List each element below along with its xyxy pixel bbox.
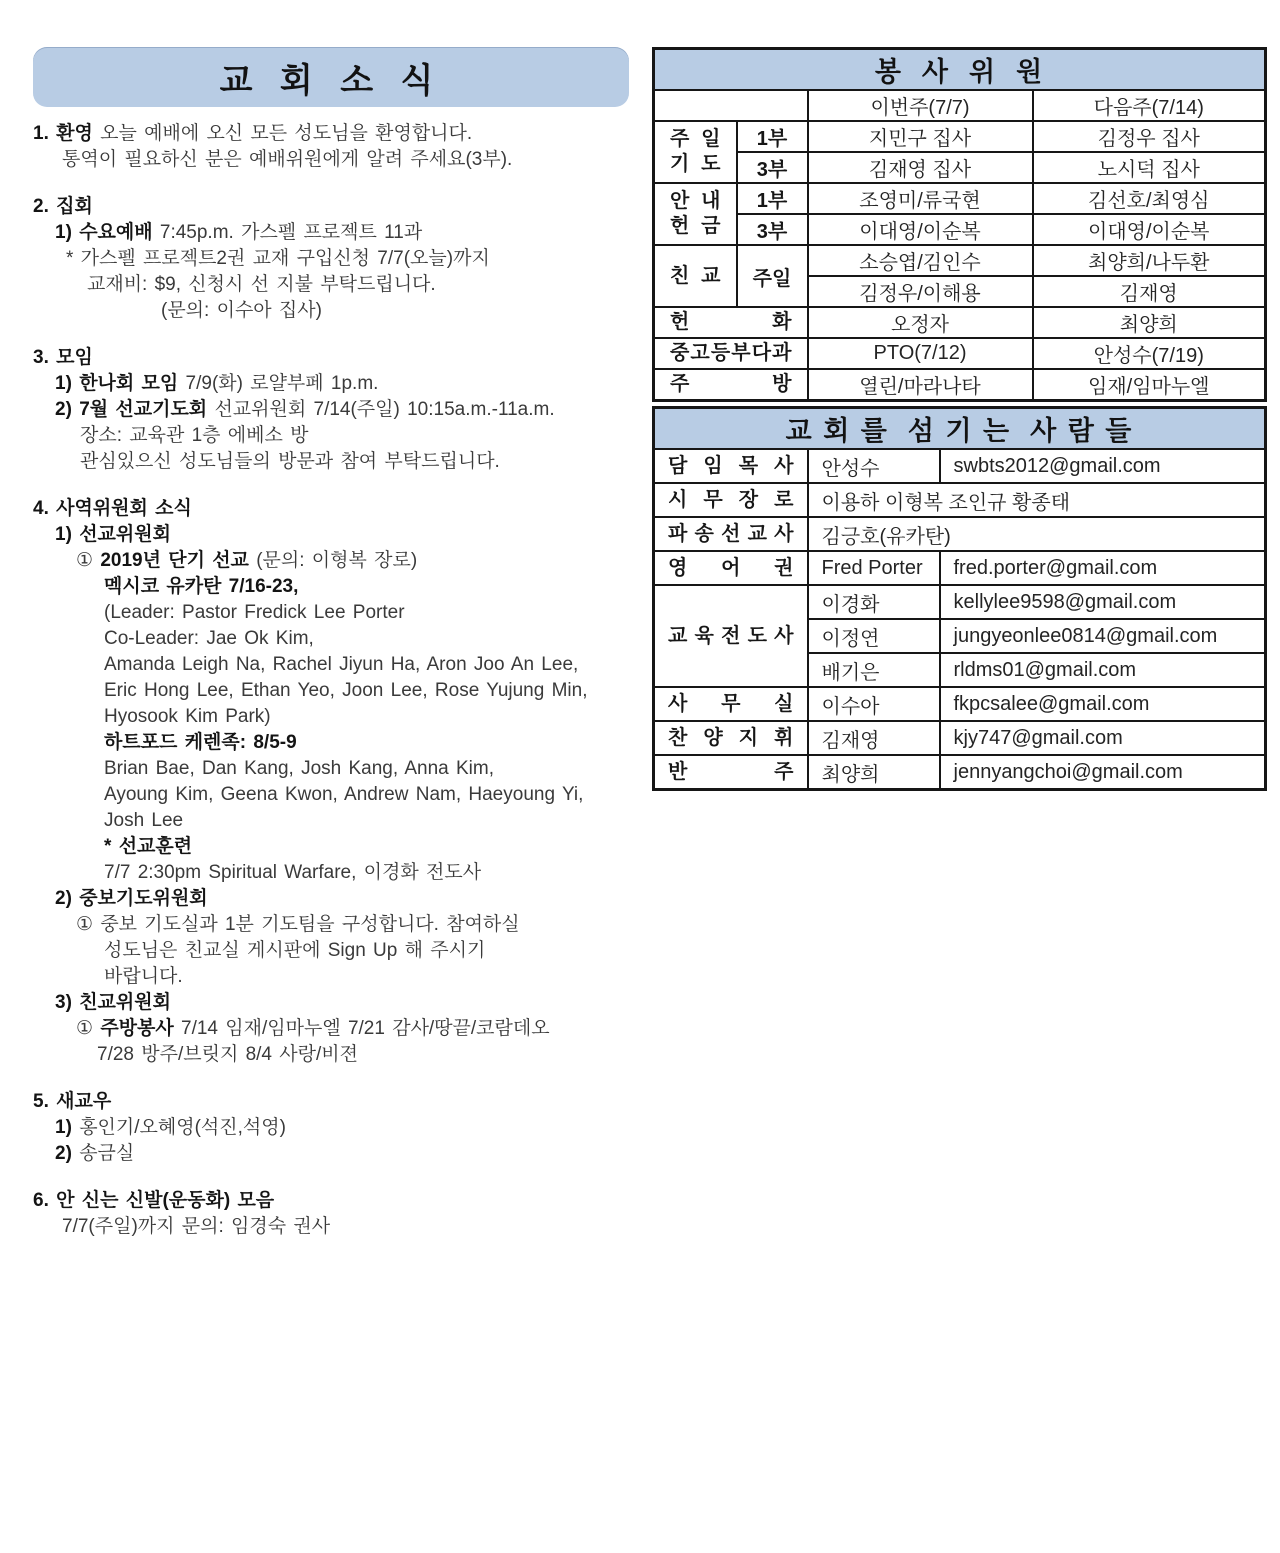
text-segment: 5. 새교우: [33, 1091, 112, 1112]
justified-label: [657, 127, 734, 152]
label-char: 전: [721, 624, 741, 647]
sub-label-cell: 1부: [737, 121, 808, 152]
table-row: [654, 585, 1266, 619]
name-cell: 이정연: [808, 619, 940, 653]
label-char: 영: [668, 556, 688, 579]
text-segment: 2. 집회: [33, 196, 93, 217]
email-cell: kellylee9598@gmail.com: [940, 585, 1266, 619]
value-cell: 김재영 집사: [808, 152, 1033, 183]
label-char: 고: [690, 342, 710, 364]
text-segment: 1.: [33, 123, 57, 144]
news-line: [33, 272, 629, 298]
text-segment: 홍인기/오혜영(석진,석영): [79, 1117, 286, 1138]
text-segment: 7/14 임재/임마누엘 7/21 감사/땅끝/코람데오: [173, 1018, 550, 1039]
value-cell: 이대영/이순복: [808, 214, 1033, 245]
label-char: 금: [701, 215, 721, 237]
justified-label: [655, 454, 807, 479]
label-char: 휘: [774, 726, 794, 749]
table-row: [654, 687, 1266, 721]
text-segment: 7월 선교기도회: [79, 399, 208, 420]
label-char: 지: [738, 726, 759, 749]
text-segment: 한나회 모임: [79, 373, 179, 394]
label-char: 도: [701, 153, 721, 175]
news-line: [33, 1214, 629, 1240]
text-segment: 7/9(화) 로얄부페 1p.m.: [178, 373, 379, 394]
text-segment: 성도님은 친교실 게시판에 Sign Up 해 주시기: [104, 940, 486, 961]
text-segment: 교재비: $9, 신청시 선 지불 부탁드립니다.: [87, 274, 436, 295]
text-segment: 1): [55, 524, 80, 545]
table-row: [654, 449, 1266, 483]
value-cell: 김정우 집사: [1033, 121, 1266, 152]
news-line: [33, 912, 629, 938]
label-char: 파: [668, 522, 688, 545]
label-char: 어: [721, 556, 741, 579]
news-line: [33, 782, 629, 808]
section-gap: [33, 1167, 629, 1188]
text-segment: 오늘 예배에 오신 모든 성도님을 환영합니다.: [92, 123, 473, 144]
church-news-column: [33, 47, 629, 1240]
servants-table-title: 교 회 를 섬 기 는 사 람 들: [654, 408, 1266, 450]
value-cell: 열린/마라나타: [808, 369, 1033, 401]
label-char: 찬: [668, 726, 688, 749]
label-char: 권: [774, 556, 794, 579]
text-segment: 환영: [56, 123, 93, 144]
news-line: [33, 449, 629, 475]
justified-label: [655, 624, 807, 649]
text-segment: 수요예배: [79, 222, 153, 243]
news-line: [33, 886, 629, 912]
value-cell: 김재영: [1033, 276, 1266, 307]
news-line: [33, 522, 629, 548]
text-segment: 선교위원회 7/14(주일) 10:15a.m.-11a.m.: [207, 399, 555, 420]
label-char: 헌: [670, 215, 690, 237]
label-char: 주: [670, 373, 690, 395]
news-line: [33, 964, 629, 990]
news-line: [33, 298, 629, 324]
news-line: [33, 1115, 629, 1141]
justified-label: [657, 189, 734, 214]
label-char: 무: [721, 692, 741, 715]
table-row: [654, 183, 1266, 214]
justified-label: [657, 310, 805, 335]
news-line: [33, 600, 629, 626]
text-segment: 4. 사역위원회 소식: [33, 498, 192, 519]
volunteer-table-title: 봉 사 위 원: [654, 49, 1266, 91]
text-segment: 2): [55, 888, 80, 909]
text-segment: 바랍니다.: [104, 966, 183, 987]
text-segment: ①: [76, 1018, 101, 1039]
sub-label-cell: 3부: [737, 214, 808, 245]
volunteer-table: [652, 47, 1267, 402]
name-cell: 안성수: [808, 449, 940, 483]
text-segment: ①: [76, 550, 101, 571]
text-segment: 통역이 필요하신 분은 예배위원에게 알려 주세요(3부).: [62, 149, 513, 170]
email-cell: kjy747@gmail.com: [940, 721, 1266, 755]
label-char: 임: [703, 454, 723, 477]
table-row: [654, 483, 1266, 517]
email-cell: fkpcsalee@gmail.com: [940, 687, 1266, 721]
text-segment: Eric Hong Lee, Ethan Yeo, Joon Lee, Rose Yujung Min,: [104, 680, 588, 701]
text-segment: Ayoung Kim, Geena Kwon, Andrew Nam, Haeyoung Yi,: [104, 784, 584, 805]
name-cell: Fred Porter: [808, 551, 940, 585]
news-line: [33, 704, 629, 730]
text-segment: Hyosook Kim Park): [104, 706, 271, 727]
value-cell: 지민구 집사: [808, 121, 1033, 152]
text-segment: 2): [55, 399, 80, 420]
text-segment: 7/28 방주/브릿지 8/4 사랑/비젼: [97, 1044, 358, 1065]
news-line: [33, 147, 629, 173]
row-label-cell: [654, 483, 808, 517]
text-segment: 주방봉사: [100, 1018, 174, 1039]
text-segment: 1): [55, 373, 80, 394]
label-char: 선: [721, 522, 741, 545]
name-cell: 이용하 이형복 조인규 황종태: [808, 483, 1266, 517]
servants-table: [652, 406, 1267, 791]
news-line: [33, 730, 629, 756]
name-cell: 이경화: [808, 585, 940, 619]
text-segment: Amanda Leigh Na, Rachel Jiyun Ha, Aron Joo An Lee,: [104, 654, 579, 675]
row-label-cell: [654, 585, 808, 687]
value-cell: 노시덕 집사: [1033, 152, 1266, 183]
label-char: 도: [747, 624, 767, 647]
text-segment: 1): [55, 222, 80, 243]
email-cell: rldms01@gmail.com: [940, 653, 1266, 687]
text-segment: * 가스펠 프로젝트2권 교재 구입신청 7/7(오늘)까지: [66, 248, 490, 269]
justified-label: [655, 692, 807, 717]
label-char: 로: [774, 488, 794, 511]
tables-column: [652, 47, 1266, 791]
label-char: 장: [738, 488, 759, 511]
table-header-row: [654, 408, 1266, 450]
label-char: 일: [701, 128, 721, 150]
text-segment: 중보 기도실과 1분 기도팀을 구성합니다. 참여하실: [100, 914, 520, 935]
text-segment: *: [104, 836, 119, 857]
text-segment: 3. 모임: [33, 347, 93, 368]
row-label-cell: [654, 449, 808, 483]
text-segment: 하트포드 케렌족: 8/5-9: [104, 732, 297, 753]
value-cell: 김정우/이해용: [808, 276, 1033, 307]
news-line: [33, 860, 629, 886]
text-segment: (문의: 이수아 집사): [161, 300, 322, 321]
value-cell: 최양희: [1033, 307, 1266, 338]
value-cell: 임재/임마누엘: [1033, 369, 1266, 401]
label-char: 기: [670, 153, 690, 175]
justified-label: [655, 726, 807, 751]
email-cell: jennyangchoi@gmail.com: [940, 755, 1266, 790]
table-header-row: [654, 49, 1266, 91]
text-segment: (Leader: Pastor Fredick Lee Porter: [104, 602, 405, 623]
table-row: [654, 551, 1266, 585]
text-segment: 2019년 단기 선교: [100, 550, 249, 571]
table-row: [654, 214, 1266, 245]
label-char: 부: [731, 342, 751, 364]
text-segment: 친교위원회: [79, 992, 171, 1013]
news-line: [33, 423, 629, 449]
label-char: 화: [772, 311, 792, 333]
news-line: [33, 548, 629, 574]
label-char: 교: [747, 522, 767, 545]
text-segment: 선교훈련: [118, 836, 193, 857]
news-line: [33, 834, 629, 860]
label-char: 교: [668, 624, 688, 647]
row-label-cell: [654, 369, 808, 401]
section-gap: [33, 173, 629, 194]
label-char: 송: [694, 522, 714, 545]
text-segment: 장소: 교육관 1층 에베소 방: [80, 425, 309, 446]
text-segment: 중보기도위원회: [79, 888, 208, 909]
news-line: [33, 194, 629, 220]
label-char: 시: [668, 488, 688, 511]
value-cell: 김선호/최영심: [1033, 183, 1266, 214]
label-char: 헌: [670, 311, 690, 333]
value-cell: PTO(7/12): [808, 338, 1033, 369]
label-char: 사: [774, 522, 794, 545]
news-line: [33, 808, 629, 834]
table-row: [654, 152, 1266, 183]
news-line: [33, 371, 629, 397]
news-line: [33, 496, 629, 522]
news-line: [33, 938, 629, 964]
church-news-header: [33, 47, 629, 107]
label-char: 다: [751, 342, 772, 364]
text-segment: 관심있으신 성도님들의 방문과 참여 부탁드립니다.: [80, 451, 500, 472]
label-char: 과: [772, 342, 792, 364]
section-gap: [33, 1068, 629, 1089]
news-line: [33, 756, 629, 782]
table-row: [654, 369, 1266, 401]
label-char: 교: [701, 264, 721, 287]
justified-label: [657, 341, 805, 366]
value-cell: 이대영/이순복: [1033, 214, 1266, 245]
email-cell: jungyeonlee0814@gmail.com: [940, 619, 1266, 653]
value-cell: 다음주(7/14): [1033, 90, 1266, 121]
justified-label: [655, 488, 807, 513]
news-line: [33, 246, 629, 272]
label-char: 사: [668, 692, 688, 715]
table-row: [654, 245, 1266, 276]
news-line: [33, 1042, 629, 1068]
news-line: [33, 626, 629, 652]
news-line: [33, 1016, 629, 1042]
label-char: 반: [668, 760, 688, 783]
news-line: [33, 1141, 629, 1167]
text-segment: 3): [55, 992, 80, 1013]
label-char: 등: [710, 342, 731, 364]
church-news-title: 교 회 소 식: [219, 61, 443, 100]
label-char: 사: [774, 624, 794, 647]
row-label-cell: [654, 121, 737, 183]
label-char: 담: [668, 454, 688, 477]
email-cell: fred.porter@gmail.com: [940, 551, 1266, 585]
row-label-cell: [654, 755, 808, 790]
text-segment: 7/7 2:30pm Spiritual Warfare, 이경화 전도사: [104, 862, 482, 883]
label-char: 무: [703, 488, 723, 511]
news-line: [33, 1089, 629, 1115]
table-row: [654, 121, 1266, 152]
table-row: [654, 517, 1266, 551]
row-label-cell: [654, 687, 808, 721]
text-segment: 멕시코 유카탄 7/16-23,: [104, 576, 299, 597]
sub-label-cell: 3부: [737, 152, 808, 183]
text-segment: ①: [76, 914, 101, 935]
value-cell: 안성수(7/19): [1033, 338, 1266, 369]
name-cell: 최양희: [808, 755, 940, 790]
value-cell: 오정자: [808, 307, 1033, 338]
label-char: 친: [670, 264, 690, 287]
table-row: [654, 90, 1266, 121]
name-cell: 이수아: [808, 687, 940, 721]
label-char: 내: [701, 190, 721, 212]
news-line: [33, 345, 629, 371]
row-label-cell: [654, 721, 808, 755]
text-segment: 1): [55, 1117, 80, 1138]
justified-label: [657, 152, 734, 177]
text-segment: 7:45p.m. 가스펠 프로젝트 11과: [152, 222, 423, 243]
row-label-cell: [654, 517, 808, 551]
text-segment: 송금실: [79, 1143, 135, 1164]
label-char: 사: [774, 454, 794, 477]
justified-label: [655, 522, 807, 547]
label-char: 실: [774, 692, 794, 715]
text-segment: Brian Bae, Dan Kang, Josh Kang, Anna Kim,: [104, 758, 495, 779]
label-char: 목: [738, 454, 759, 477]
table-row: [654, 338, 1266, 369]
table-row: [654, 307, 1266, 338]
label-char: 주: [774, 760, 794, 783]
section-gap: [33, 324, 629, 345]
justified-label: [657, 214, 734, 239]
name-cell: 김재영: [808, 721, 940, 755]
section-gap: [33, 475, 629, 496]
text-segment: Co-Leader: Jae Ok Kim,: [104, 628, 314, 649]
news-line: [33, 574, 629, 600]
text-segment: (문의: 이형복 장로): [248, 550, 418, 571]
row-label-cell: [654, 90, 808, 121]
row-label-cell: [654, 245, 737, 307]
label-char: 주: [670, 128, 690, 150]
text-segment: 6. 안 신는 신발(운동화) 모음: [33, 1190, 275, 1211]
news-line: [33, 990, 629, 1016]
text-segment: 선교위원회: [79, 524, 171, 545]
table-row: [654, 721, 1266, 755]
value-cell: 이번주(7/7): [808, 90, 1033, 121]
label-char: 양: [703, 726, 723, 749]
justified-label: [657, 372, 805, 397]
value-cell: 조영미/류국현: [808, 183, 1033, 214]
church-news-body: [33, 121, 629, 1240]
label-char: 육: [694, 624, 714, 647]
news-line: [33, 121, 629, 147]
label-char: 안: [670, 190, 690, 212]
sub-label-cell: 주일: [737, 245, 808, 307]
news-line: [33, 652, 629, 678]
justified-label: [655, 556, 807, 581]
news-line: [33, 220, 629, 246]
email-cell: swbts2012@gmail.com: [940, 449, 1266, 483]
justified-label: [657, 264, 734, 289]
row-label-cell: [654, 551, 808, 585]
row-label-cell: [654, 338, 808, 369]
news-line: [33, 678, 629, 704]
news-line: [33, 1188, 629, 1214]
row-label-cell: [654, 307, 808, 338]
sub-label-cell: 1부: [737, 183, 808, 214]
text-segment: Josh Lee: [104, 810, 184, 831]
text-segment: 2): [55, 1143, 80, 1164]
news-line: [33, 397, 629, 423]
table-row: [654, 755, 1266, 790]
label-char: 방: [772, 373, 792, 395]
label-char: 중: [670, 342, 690, 364]
value-cell: 최양희/나두환: [1033, 245, 1266, 276]
justified-label: [655, 760, 807, 785]
row-label-cell: [654, 183, 737, 245]
text-segment: 7/7(주일)까지 문의: 임경숙 권사: [62, 1216, 331, 1237]
value-cell: 소승엽/김인수: [808, 245, 1033, 276]
name-cell: 배기은: [808, 653, 940, 687]
name-cell: 김긍호(유카탄): [808, 517, 1266, 551]
